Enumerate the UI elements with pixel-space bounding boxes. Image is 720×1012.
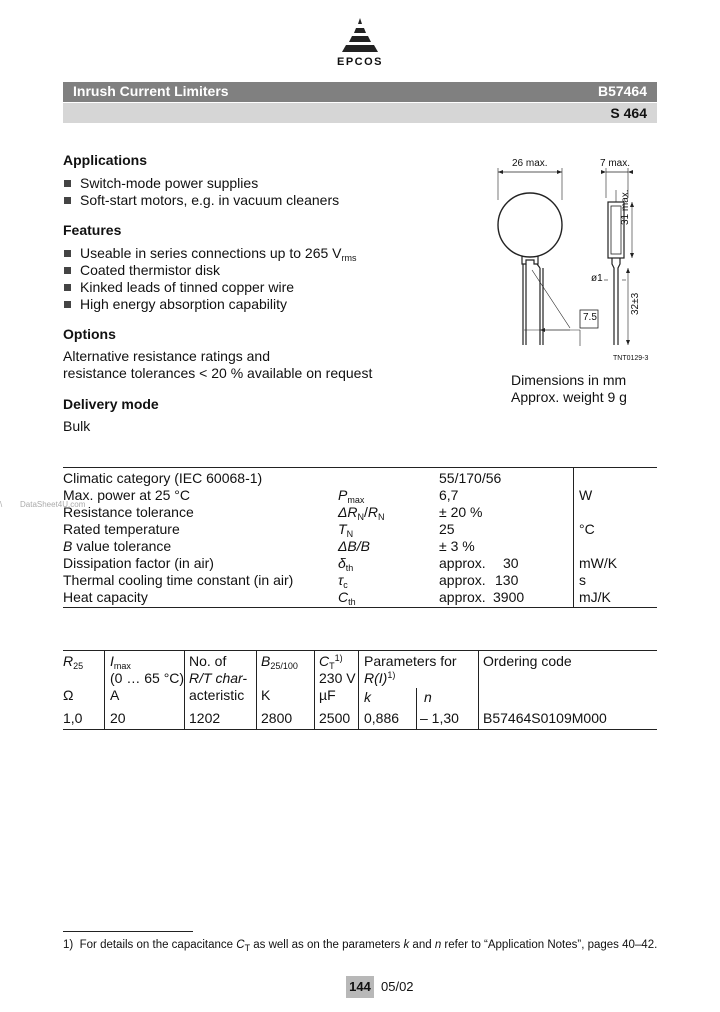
header-cell: $I_{max}$ xyxy=(110,653,131,671)
table-cell: 2500 xyxy=(319,710,351,726)
col-divider xyxy=(314,650,315,729)
dim-thickness: 7 max. xyxy=(600,158,631,169)
applications-list xyxy=(63,175,443,209)
dim-width: 26 max. xyxy=(512,158,548,169)
header-cell: $R_{25}$ xyxy=(63,653,84,671)
spec-row: Max. power at 25 °C $P_{max}$ 6,7 W xyxy=(63,487,593,505)
header-cell: Ordering code xyxy=(483,653,572,669)
series-label: S 464 xyxy=(610,105,647,121)
header-bar xyxy=(63,82,657,102)
unit-cell: n xyxy=(424,689,432,705)
table-cell: B57464S0109M000 xyxy=(483,710,607,726)
unit-cell: µF xyxy=(319,687,336,703)
issue-date: 05/02 xyxy=(381,979,414,994)
footnote: 1) For details on the capacitance $C_T$ as well as on the parameters k and n refer to “Application Notes”, pages 40–42. xyxy=(63,939,658,953)
options-line-2: resistance tolerances < 20 % available on request xyxy=(63,365,373,381)
page-number: 144 xyxy=(346,976,374,998)
features-list xyxy=(63,245,443,313)
header-cell: $R(I)^{1)}$ xyxy=(364,670,396,686)
table-cell: 20 xyxy=(110,710,126,726)
dim-lead: 32±3 xyxy=(630,292,641,315)
dimension-drawing xyxy=(480,150,660,375)
order-table-top-rule xyxy=(63,650,657,651)
header-cell: $C_T^{1)}$ xyxy=(319,653,343,671)
order-table-bottom-rule xyxy=(63,729,657,730)
epcos-triangle-icon xyxy=(330,16,390,56)
watermark: DataSheet4U.com xyxy=(20,500,86,509)
unit-cell: K xyxy=(261,687,271,703)
list-item: Soft-start motors, e.g. in vacuum cleaners xyxy=(63,192,443,209)
list-item xyxy=(63,245,443,262)
spec-row: B value tolerance ΔB/B ± 3 % xyxy=(63,538,475,554)
list-item: Coated thermistor disk xyxy=(63,262,443,279)
part-number: B57464 xyxy=(597,83,647,99)
spec-row: Resistance tolerance $\Delta R_N/R_N$ ± 20 % xyxy=(63,504,483,522)
unit-cell: Ω xyxy=(63,687,74,703)
applications-heading: Applications xyxy=(63,152,148,168)
header-cell: acteristic xyxy=(189,687,245,703)
spec-table-bottom-rule xyxy=(63,607,657,608)
dim-pitch: 7.5 xyxy=(583,312,597,323)
options-heading: Options xyxy=(63,326,116,342)
spec-table-top-rule xyxy=(63,467,657,468)
epcos-logo xyxy=(330,16,390,72)
col-divider xyxy=(184,650,185,729)
dim-diameter: ø1 xyxy=(591,273,603,284)
list-item: Kinked leads of tinned copper wire xyxy=(63,279,443,296)
header-cell: (0 … 65 °C) xyxy=(110,670,185,686)
header-cell: 230 V xyxy=(319,670,356,686)
col-divider xyxy=(416,688,417,729)
col-divider xyxy=(478,650,479,729)
table-cell: 1,0 xyxy=(63,710,83,726)
footnote-rule xyxy=(63,931,193,932)
header-cell: $B_{25/100}$ xyxy=(261,653,298,671)
list-item: Switch-mode power supplies xyxy=(63,175,443,192)
logo-text: EPCOS xyxy=(336,56,383,68)
spec-row: Heat capacity $C_{th}$ approx. 3900 mJ/K xyxy=(63,589,611,607)
drawing-caption-2: Approx. weight 9 g xyxy=(511,389,627,405)
header-cell: No. of xyxy=(189,653,227,669)
header-title: Inrush Current Limiters xyxy=(73,83,229,99)
table-cell: – 1,30 xyxy=(420,710,459,726)
col-divider xyxy=(104,650,105,729)
table-cell: 1202 xyxy=(189,710,221,726)
unit-cell: k xyxy=(364,689,371,705)
spec-row: Dissipation factor (in air) $\delta_{th}$ approx. 30 mW/K xyxy=(63,555,618,573)
spec-row: Climatic category (IEC 60068-1) 55/170/56 xyxy=(63,470,502,486)
watermark-edge: \ xyxy=(0,500,3,509)
feature-text: Useable in series connections up to 265 V xyxy=(80,245,342,261)
spec-row: Thermal cooling time constant (in air) $\tau_c$ approx. 130 s xyxy=(63,572,586,590)
options-line-1: Alternative resistance ratings and xyxy=(63,348,270,364)
feature-sub: rms xyxy=(341,253,357,263)
list-item: High energy absorption capability xyxy=(63,296,443,313)
features-heading: Features xyxy=(63,222,122,238)
thermistor-outline-icon xyxy=(480,150,660,375)
delivery-heading: Delivery mode xyxy=(63,396,159,412)
drawing-caption-1: Dimensions in mm xyxy=(511,372,627,388)
series-bar xyxy=(63,103,657,123)
drawing-code: TNT0129-3 xyxy=(613,355,649,362)
delivery-value: Bulk xyxy=(63,418,91,434)
unit-cell: A xyxy=(110,687,120,703)
table-cell: 2800 xyxy=(261,710,293,726)
spec-row: Rated temperature $T_N$ 25 °C xyxy=(63,521,595,539)
header-cell: R/T char- xyxy=(189,670,248,686)
table-cell: 0,886 xyxy=(364,710,400,726)
col-divider xyxy=(358,650,359,729)
col-divider xyxy=(256,650,257,729)
header-cell: Parameters for xyxy=(364,653,457,669)
dim-height: 31 max. xyxy=(620,189,631,225)
